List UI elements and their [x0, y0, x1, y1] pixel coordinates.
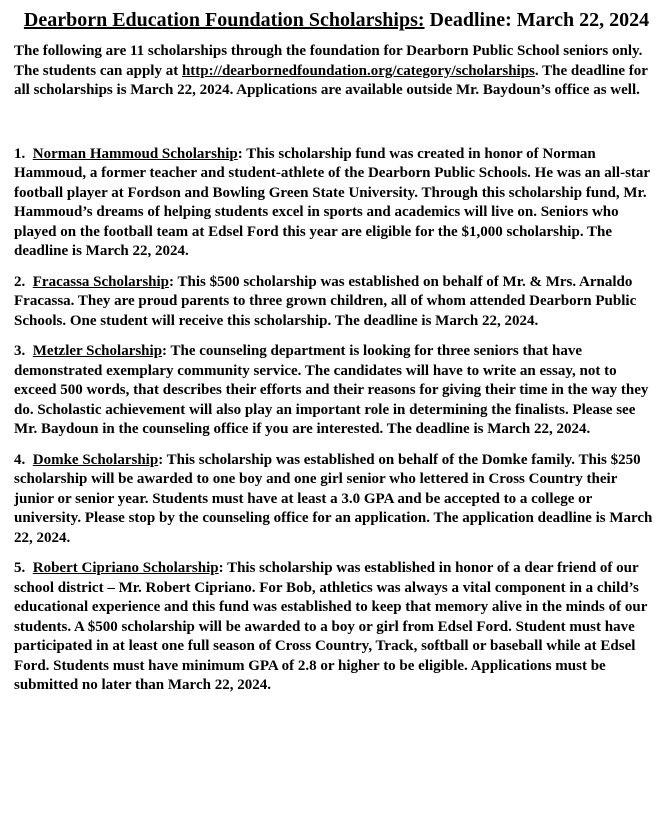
item-number: 2.	[14, 273, 26, 290]
scholarship-name: Norman Hammoud Scholarship	[32, 145, 238, 162]
title-underlined: Dearborn Education Foundation Scholarships:	[23, 9, 425, 31]
scholarship-name: Fracassa Scholarship	[32, 273, 170, 290]
scholarship-description: : The counseling department is looking for three seniors that have demonstrated exemplary community service. The candidates will have to write an essay, not to exceed 500 words, that describes their efforts and their reasons for giving their time in the way they do. Scholastic achievement will also play an important role in determining the finalists. Please see Mr. Baydoun in the counseling office if you are interested. The deadline is March 22, 2024.	[14, 343, 649, 437]
intro-text-before: The following are 11 scholarships through the foundation for Dearborn Public School seniors only. The students can apply at	[14, 43, 643, 79]
scholarship-item-5	[14, 559, 659, 696]
scholarship-name: Robert Cipriano Scholarship	[32, 560, 219, 576]
item-number: 4.	[14, 451, 26, 468]
title-deadline: Deadline: March 22, 2024	[424, 9, 650, 31]
scholarship-item-1	[14, 145, 659, 262]
intro-text-after: . The deadline for all scholarships is March 22, 2024. Applications are available outside Mr. Baydoun’s office as well.	[14, 62, 648, 98]
scholarship-item-2	[14, 273, 659, 332]
scholarship-description: : This scholarship was established on behalf of the Domke family. This $250 scholarship will be awarded to one boy and one girl senior who lettered in Cross Country their junior or senior year. Students must have at least a 3.0 GPA and be accepted to a college or university. Please stop by the counseling office for an application. The application deadline is March 22, 2024.	[14, 451, 653, 546]
scholarship-item-3	[14, 342, 659, 440]
scholarship-name: Domke Scholarship	[32, 451, 159, 468]
scholarship-item-4	[14, 451, 659, 549]
page-title	[14, 8, 659, 32]
intro-paragraph	[14, 42, 659, 101]
scholarships-link[interactable]: http://dearbornedfoundation.org/category/scholarships	[181, 62, 535, 79]
scholarship-description: : This scholarship fund was created in honor of Norman Hammoud, a former teacher and student-athlete of the Dearborn Public Schools. He was an all-star football player at Fordson and Bowling Green State University. Through this scholarship fund, Mr. Hammoud’s dreams of helping students excel in sports and academics will live on. Seniors who played on the football team at Edsel Ford this year are eligible for the $1,000 scholarship. The deadline is March 22, 2024.	[14, 145, 650, 259]
scholarship-description: : This scholarship was established in honor of a dear friend of our school district – Mr. Robert Cipriano. For Bob, athletics was always a vital component in a child’s educational experience and this fund was established to keep that memory alive in the minds of our students. A $500 scholarship will be awarded to a boy or girl from Edsel Ford. Student must have participated in at least one full season of Cross Country, Track, softball or baseball while at Edsel Ford. Students must have minimum GPA of 2.8 or higher to be eligible. Applications must be submitted no later than March 22, 2024.	[14, 560, 648, 693]
item-number: 3.	[14, 343, 26, 359]
item-number: 5.	[14, 560, 26, 576]
item-number: 1.	[14, 145, 26, 162]
scholarship-description: : This $500 scholarship was established on behalf of Mr. & Mrs. Arnaldo Fracassa. They are proud parents to three grown children, all of whom attended Dearborn Public Schools. One student will receive this scholarship. The deadline is March 22, 2024.	[14, 273, 637, 329]
scholarship-name: Metzler Scholarship	[32, 343, 163, 359]
